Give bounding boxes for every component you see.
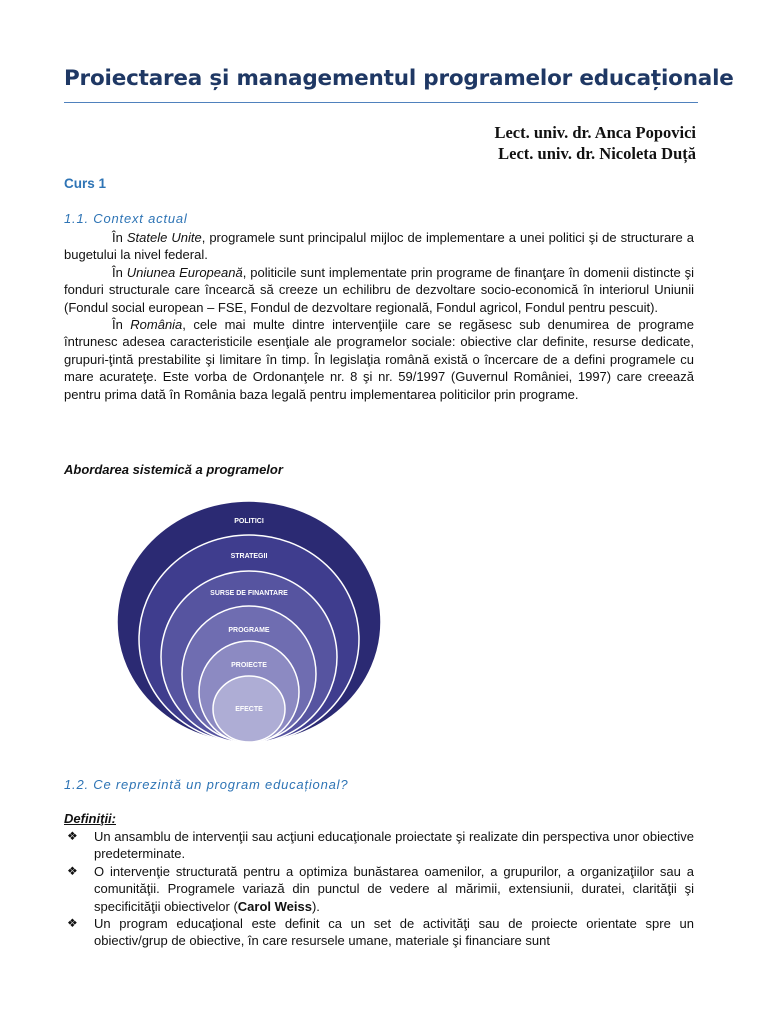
list-item: ❖ Un ansamblu de intervenţii sau acţiuni educaţionale proiectate şi realizate din perspectiva unor obiective predeterminate. [67,829,694,862]
label-programe: PROGRAME [228,627,270,634]
paragraph-romania: În România, cele mai multe dintre intervenţiile care se regăsesc sub denumirea de programe întrunesc adesea caracteristicile esenţiale ale programelor sociale: obiective clar definite, resurse dedicate, grupuri-ţintă prestabilite şi limitare în timp. În legislaţia română există o încercare de a defini programele cu mare acurateţe. Este vorba de Ordonanţele nr. 8 şi nr. 59/1997 (Guvernul României, 1997) care creează pentru prima dată în România baza legală pentru implementarea politicilor prin programe. [64,317,694,402]
list-item: ❖ O intervenţie structurată pentru a optimiza bunăstarea oamenilor, a grupurilor, a organizaţiilor sau a comunităţii. Programele variază din punctul de vedere al mărimii, extensiunii, duratei, clarităţii şi specificităţii obiectivelor (Carol Weiss). [67,863,694,914]
paragraph-usa: În Statele Unite, programele sunt principalul mijloc de implementare a unei politici şi de structurare a bugetului la nivel federal. [64,230,694,263]
section-heading-context: 1.1. Context actual [64,211,188,226]
label-politici: POLITICI [234,518,264,525]
label-efecte: EFECTE [235,706,263,713]
author-1: Lect. univ. dr. Anca Popovici [494,123,696,142]
definitions-list [64,828,694,950]
title-divider [64,102,698,103]
page-title: Proiectarea și managementul programelor educaționale [64,66,734,91]
paragraph-eu: În Uniunea Europeană, politicile sunt implementate prin programe de finanţare în domenii distincte şi fonduri structurale care încearcă să creeze un echilibru de dezvoltare socio-economică în interiorul Uniunii (Fondul social european – FSE, Fondul de dezvoltare regională, Fondul agricol, Fondul pentru pescuit). [64,264,694,315]
four-diamond-star-icon: ❖ [67,863,78,878]
diagram-heading: Abordarea sistemică a programelor [64,462,283,477]
list-item: ❖ Un program educaţional este definit ca un set de activităţi sau de proiecte orientate spre un obiectiv/grup de obiective, în care resursele umane, materiale şi financiare sunt [67,916,694,949]
four-diamond-star-icon: ❖ [67,916,78,931]
author-2: Lect. univ. dr. Nicoleta Duță [498,144,696,163]
nested-ellipse-diagram [116,500,384,749]
label-proiecte: PROIECTE [231,662,267,669]
definitions-label: Definiţii: [64,811,116,826]
context-paragraphs [64,229,694,403]
course-label: Curs 1 [64,176,107,191]
four-diamond-star-icon: ❖ [67,829,78,843]
authors-block [494,122,696,164]
label-surse: SURSE DE FINANTARE [210,590,288,597]
section-heading-program: 1.2. Ce reprezintă un program educațional? [64,777,349,792]
label-strategii: STRATEGII [230,553,268,560]
